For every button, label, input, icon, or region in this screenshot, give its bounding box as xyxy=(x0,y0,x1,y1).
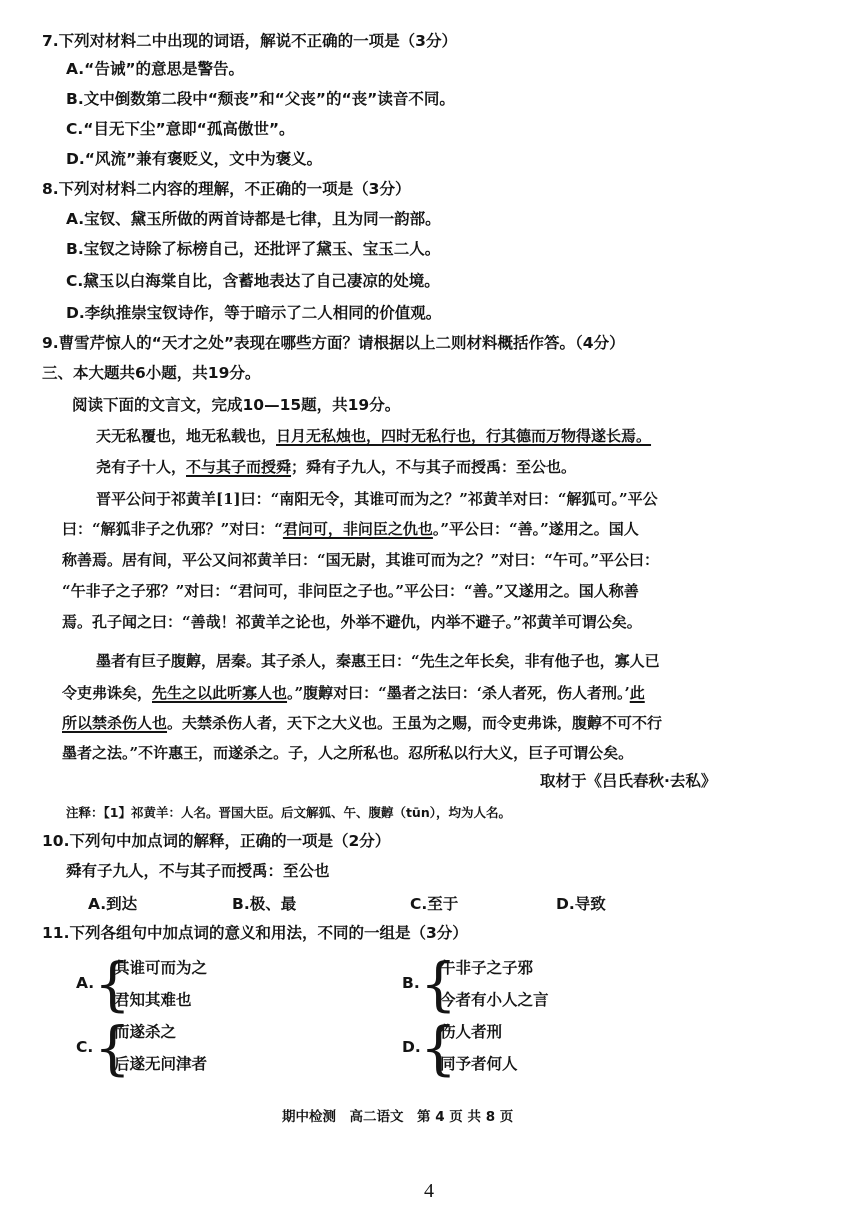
passage-p1-underlined: 日月无私烛也，四时无私行也，行其德而万物得遂长焉。 xyxy=(276,427,652,445)
passage-p3-line3: 称善焉。居有间，平公又问祁黄羊曰：“国无尉，其谁可而为之？”对曰：“午可。”平公曰： xyxy=(62,551,660,569)
passage-p3-underlined: 君问可，非问臣之仇也 xyxy=(282,520,433,538)
q10-option-c: C.至于 xyxy=(410,895,459,913)
q10-option-a: A.到达 xyxy=(88,895,138,913)
q10-option-b: B.极、最 xyxy=(232,895,297,913)
passage-p2-underlined: 不与其子而授舜 xyxy=(186,458,292,476)
q11-option-a-line1: 其谁可而为之 xyxy=(114,959,208,977)
q11-option-d xyxy=(402,1014,702,1082)
passage-p3-line2-a: 曰：“解狐非子之仇邪？”对曰：“ xyxy=(62,520,283,538)
q7-stem: 7.下列对材料二中出现的词语，解说不正确的一项是（3分） xyxy=(42,32,457,50)
passage-p4-underlined-3: 所以禁杀伤人也 xyxy=(62,714,168,732)
page-number: 4 xyxy=(424,1180,434,1202)
brace-icon: { xyxy=(94,1014,131,1082)
q8-option-b: B.宝钗之诗除了标榜自己，还批评了黛玉、宝玉二人。 xyxy=(66,240,441,258)
q8-option-d: D.李纨推崇宝钗诗作，等于暗示了二人相同的价值观。 xyxy=(66,304,442,322)
passage-p2-text-a: 尧有子十人， xyxy=(96,458,187,476)
brace-icon: { xyxy=(420,1014,457,1082)
passage-p4-line2-b: 。”腹䵍对曰：“墨者之法曰：‘杀人者死，伤人者刑。’ xyxy=(287,684,630,702)
passage-p2-text-b: ；舜有子九人，不与其子而授禹：至公也。 xyxy=(291,458,577,476)
passage-p3-line5: 焉。孔子闻之曰：“善哉！祁黄羊之论也，外举不避仇，内举不避子。”祁黄羊可谓公矣。 xyxy=(62,613,642,631)
q11-option-b-label: B. xyxy=(402,974,420,992)
q11-option-c xyxy=(76,1014,376,1082)
q8-stem: 8.下列对材料二内容的理解，不正确的一项是（3分） xyxy=(42,180,411,198)
q10-sentence: 舜有子九人，不与其子而授禹：至公也 xyxy=(66,862,330,880)
passage-note: 注释：【1】祁黄羊：人名。晋国大臣。后文解狐、午、腹䵍（tūn），均为人名。 xyxy=(66,805,511,820)
q7-option-d: D.“风流”兼有褒贬义，文中为褒义。 xyxy=(66,150,323,168)
q10-stem: 10.下列句中加点词的解释，正确的一项是（2分） xyxy=(42,832,391,850)
passage-p4-line2-a: 令吏弗诛矣， xyxy=(62,684,153,702)
passage-p4-underlined-2: 此 xyxy=(629,684,645,702)
q11-option-b-line1: 午非子之子邪 xyxy=(440,959,534,977)
q8-option-a: A.宝钗、黛玉所做的两首诗都是七律，且为同一韵部。 xyxy=(66,210,441,228)
passage-p3-line1: 晋平公问于祁黄羊[1]曰：“南阳无令，其谁可而为之？”祁黄羊对曰：“解狐可。”平公 xyxy=(96,490,658,508)
passage-p3-line4: “午非子之子邪？”对曰：“君问可，非问臣之子也。”平公曰：“善。”又遂用之。国人称善 xyxy=(62,582,639,600)
passage-p3-line2-b: 。”平公曰：“善。”遂用之。国人 xyxy=(432,520,639,538)
q11-option-b xyxy=(402,950,702,1018)
passage-p1-text: 天无私覆也，地无私载也， xyxy=(96,427,277,445)
q11-option-a-line2: 君知其难也 xyxy=(114,991,192,1009)
q11-option-d-line2: 同予者何人 xyxy=(440,1055,518,1073)
passage-p4-underlined-1: 先生之以此听寡人也 xyxy=(152,684,288,702)
q11-option-c-label: C. xyxy=(76,1038,94,1056)
passage-p1 xyxy=(96,425,651,447)
q11-option-d-label: D. xyxy=(402,1038,421,1056)
q9-stem: 9.曹雪芹惊人的“天才之处”表现在哪些方面？请根据以上二则材料概括作答。（4分） xyxy=(42,334,625,352)
page-footer: 期中检测 高二语文 第 4 页 共 8 页 xyxy=(282,1109,514,1125)
brace-icon: { xyxy=(94,950,131,1018)
q11-option-b-line2: 今者有小人之言 xyxy=(440,991,549,1009)
q7-option-a: A.“告诫”的意思是警告。 xyxy=(66,60,245,78)
q8-option-c: C.黛玉以白海棠自比，含蓄地表达了自己凄凉的处境。 xyxy=(66,272,440,290)
q11-option-a xyxy=(76,950,376,1018)
passage-p4-line4: 墨者之法。”不许惠王，而遂杀之。子，人之所私也。忍所私以行大义，巨子可谓公矣。 xyxy=(62,744,634,762)
passage-p4-line3 xyxy=(62,712,662,734)
q11-option-d-line1: 伤人者刑 xyxy=(440,1023,503,1041)
q11-option-c-line2: 后遂无问津者 xyxy=(114,1055,208,1073)
q11-option-c-line1: 而遂杀之 xyxy=(114,1023,177,1041)
q7-option-c: C.“目无下尘”意即“孤高傲世”。 xyxy=(66,120,295,138)
q11-stem: 11.下列各组句中加点词的意义和用法，不同的一组是（3分） xyxy=(42,924,468,942)
section3-title: 三、本大题共6小题，共19分。 xyxy=(42,364,261,382)
q7-option-b: B.文中倒数第二段中“颓丧”和“父丧”的“丧”读音不同。 xyxy=(66,90,455,108)
passage-p4-line1: 墨者有巨子腹䵍，居秦。其子杀人，秦惠王曰：“先生之年长矣，非有他子也，寡人已 xyxy=(96,652,660,670)
passage-p4-line2 xyxy=(62,682,645,704)
q11-option-a-label: A. xyxy=(76,974,95,992)
passage-p4-line3-b: 。夫禁杀伤人者，天下之大义也。王虽为之赐，而令吏弗诛，腹䵍不可不行 xyxy=(167,714,663,732)
passage-source: 取材于《吕氏春秋·去私》 xyxy=(540,772,717,790)
passage-p2 xyxy=(96,456,576,478)
section3-instruction: 阅读下面的文言文，完成10—15题，共19分。 xyxy=(72,396,401,414)
brace-icon: { xyxy=(420,950,457,1018)
q10-option-d: D.导致 xyxy=(556,895,606,913)
passage-p3-line2 xyxy=(62,518,639,540)
